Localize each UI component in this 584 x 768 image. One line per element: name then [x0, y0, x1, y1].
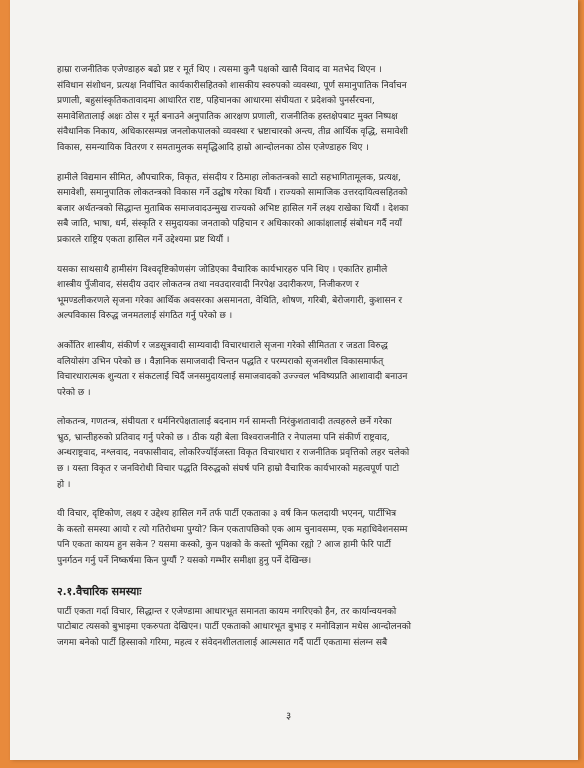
page-content	[57, 63, 539, 665]
paragraph-against-dogmatism: अर्कोतिर शास्त्रीय, संकीर्ण र जडसूत्रवादी साम्यवादी विचारधाराले सृजना गरेको सीमितता र जडता विरुद्ध वलियोसंग उभिन परेको छ । वैज्ञानिक समाजवादी चिन्तन पद्धति र परम्पराको सृजनशील विकासमार्फत् विचारधारात्मक शुन्यता र संकटलाई चिर्दै जनसमुदायलाई समाजवादको उज्ज्वल भविष्यप्रति आशावादी बनाउन परेको छ ।	[57, 340, 408, 398]
paragraph-ideological-problem: पार्टी एकता गर्दा विचार, सिद्धान्त र एजेण्डामा आधारभूत समानता कायम नगरिएको हैन, तर कार्यान्वयनको पाटोबाट त्यसको बुभाइमा एकरुपता देखिएन। पार्टी एकताको आधारभूत बुभाइ र मनोविज्ञान मधेस आन्दोलनको जगमा बनेको पार्टी हिस्साको गरिमा, महत्व र संवेदनशीलतालाई आत्मसात गर्दै पार्टी एकतामा संलग्न सबै	[57, 606, 412, 648]
document-page	[10, 0, 578, 760]
page-number: ३	[286, 711, 292, 722]
paragraph-ideological-tasks: यसका साथसाथै हामीसंग विश्वदृष्टिकोणसंग जोडिएका वैचारिक कार्यभारहरु पनि थिए । एकातिर हामीले शास्त्रीय पुँजीवाद, संसदीय उदार लोकतन्त्र तथा नवउदारवादी निरपेक्ष उदारीकरण, निजीकरण र भूमण्डलीकरणले सृजना गरेका आर्थिक अवसरका असमानता, वेथिति, शोषण, गरिबी, बेरोजगारी, कुशासन र अल्पविकास विरुद्ध जनमतलाई संगठित गर्नु परेको छ ।	[57, 264, 403, 322]
section-heading: २.१.वैचारिक समस्याः	[57, 584, 142, 598]
paragraph-political-agenda: हाम्रा राजनीतिक एजेण्डाहरु बढो प्रष्ट र मूर्त थिए । त्यसमा कुनै पक्षको खासै विवाद वा मतभेद थिएन । संविधान संशोधन, प्रत्यक्ष निर्वाचित कार्यकारीसहितको शासकीय स्वरुपको व्यवस्था, पूर्ण समानुपातिक निर्वाचन प्रणाली, बहुसांस्कृतिकतावादमा आधारित राष्ट, पहिचानका आधारमा संघीयता र प्रदेशको पुनर्संरचना, समावेशितालाई अक्षः ठोस र मूर्त बनाउने अनुपातिक आरक्षण प्रणाली, राजनीतिक हस्तक्षेपबाट मुक्त निष्पक्ष संवैधानिक निकाय, अधिकारसम्पन्न जनलोकपालको व्यवस्था र भ्रष्टाचारको अन्त्य, तीव्र आर्थिक वृद्धि, समावेशी विकास, समन्यायिक वितरण र समतामुलक समृद्धिआदि हाम्रो आन्दोलनका ठोस एजेण्डाहरु थिए ।	[57, 65, 408, 153]
paragraph-democracy-goals: हामीले विद्यमान सीमित, औपचारिक, विकृत, संसदीय र ठिमाहा लोकतन्त्रको साटो सहभागितामूलक, प्रत्यक्ष, समावेशी, समानुपातिक लोकतन्त्रको विकास गर्ने उद्घोष गरेका थियौं । राज्यको सामाजिक उत्तरदायित्वसहितको बजार अर्थतन्त्रको सिद्धान्त मुताबिक समाजवादउन्मुख राज्यको अभिष्ट हासिल गर्ने लक्ष्य राखेका थियौं । देशका सबै जाति, भाषा, धर्म, संस्कृति र समुदायका जनताको पहिचान र अधिकारको आकांक्षालाई संबोधन गर्दै नयाँ प्रकारले राष्ट्रिय एकता हासिल गर्ने उद्देश्यमा प्रष्ट थियौं ।	[57, 172, 409, 245]
paragraph-unity-review: यी विचार, दृष्टिकोण, लक्ष्य र उद्देश्य हासिल गर्ने तर्फ पार्टी एकताका ३ वर्ष किन फलदायी भएनन्, पार्टीभित्र के कस्तो समस्या आयो र त्यो गतिरोधमा पुग्यो? किन एकतापछिको एक आम चुनावसम्म, एक महाधिवेशनसम्म पनि एकता कायम हुन सकेन ? यसमा कस्को, कुन पक्षको के कस्तो भूमिका रह्यो ? आज हामी फेरि पार्टी पुनर्गठन गर्नु पर्ने निष्कर्षमा किन पुग्यौं ? यसको गम्भीर समीक्षा हुनु पर्ने देखिन्छ।	[57, 509, 408, 567]
paragraph-defend-republic: लोकतन्त्र, गणतन्त्र, संघीयता र धर्मनिरपेक्षतालाई बदनाम गर्न सामन्ती निरंकुशतावादी तत्वहरुले छर्ने गरेका भ्रुठ, भ्रान्तीहरुको प्रतिवाद गर्नु परेको छ । ठीक यही बेला विश्वराजनीति र नेपालमा पनि संकीर्ण राष्ट्रवाद, अन्धराष्ट्रवाद, नश्लवाद, नवफासीवाद, लोकरिज्याँईजस्ता विकृत विचारधारा र राजनीतिक प्रवृत्तिको लहर चलेको छ । यस्ता विकृत र जनविरोधी विचार पद्धति विरुद्धको संघर्ष पनि हाम्रो वैचारिक कार्यभारको महत्वपूर्ण पाटो हो ।	[57, 417, 410, 490]
